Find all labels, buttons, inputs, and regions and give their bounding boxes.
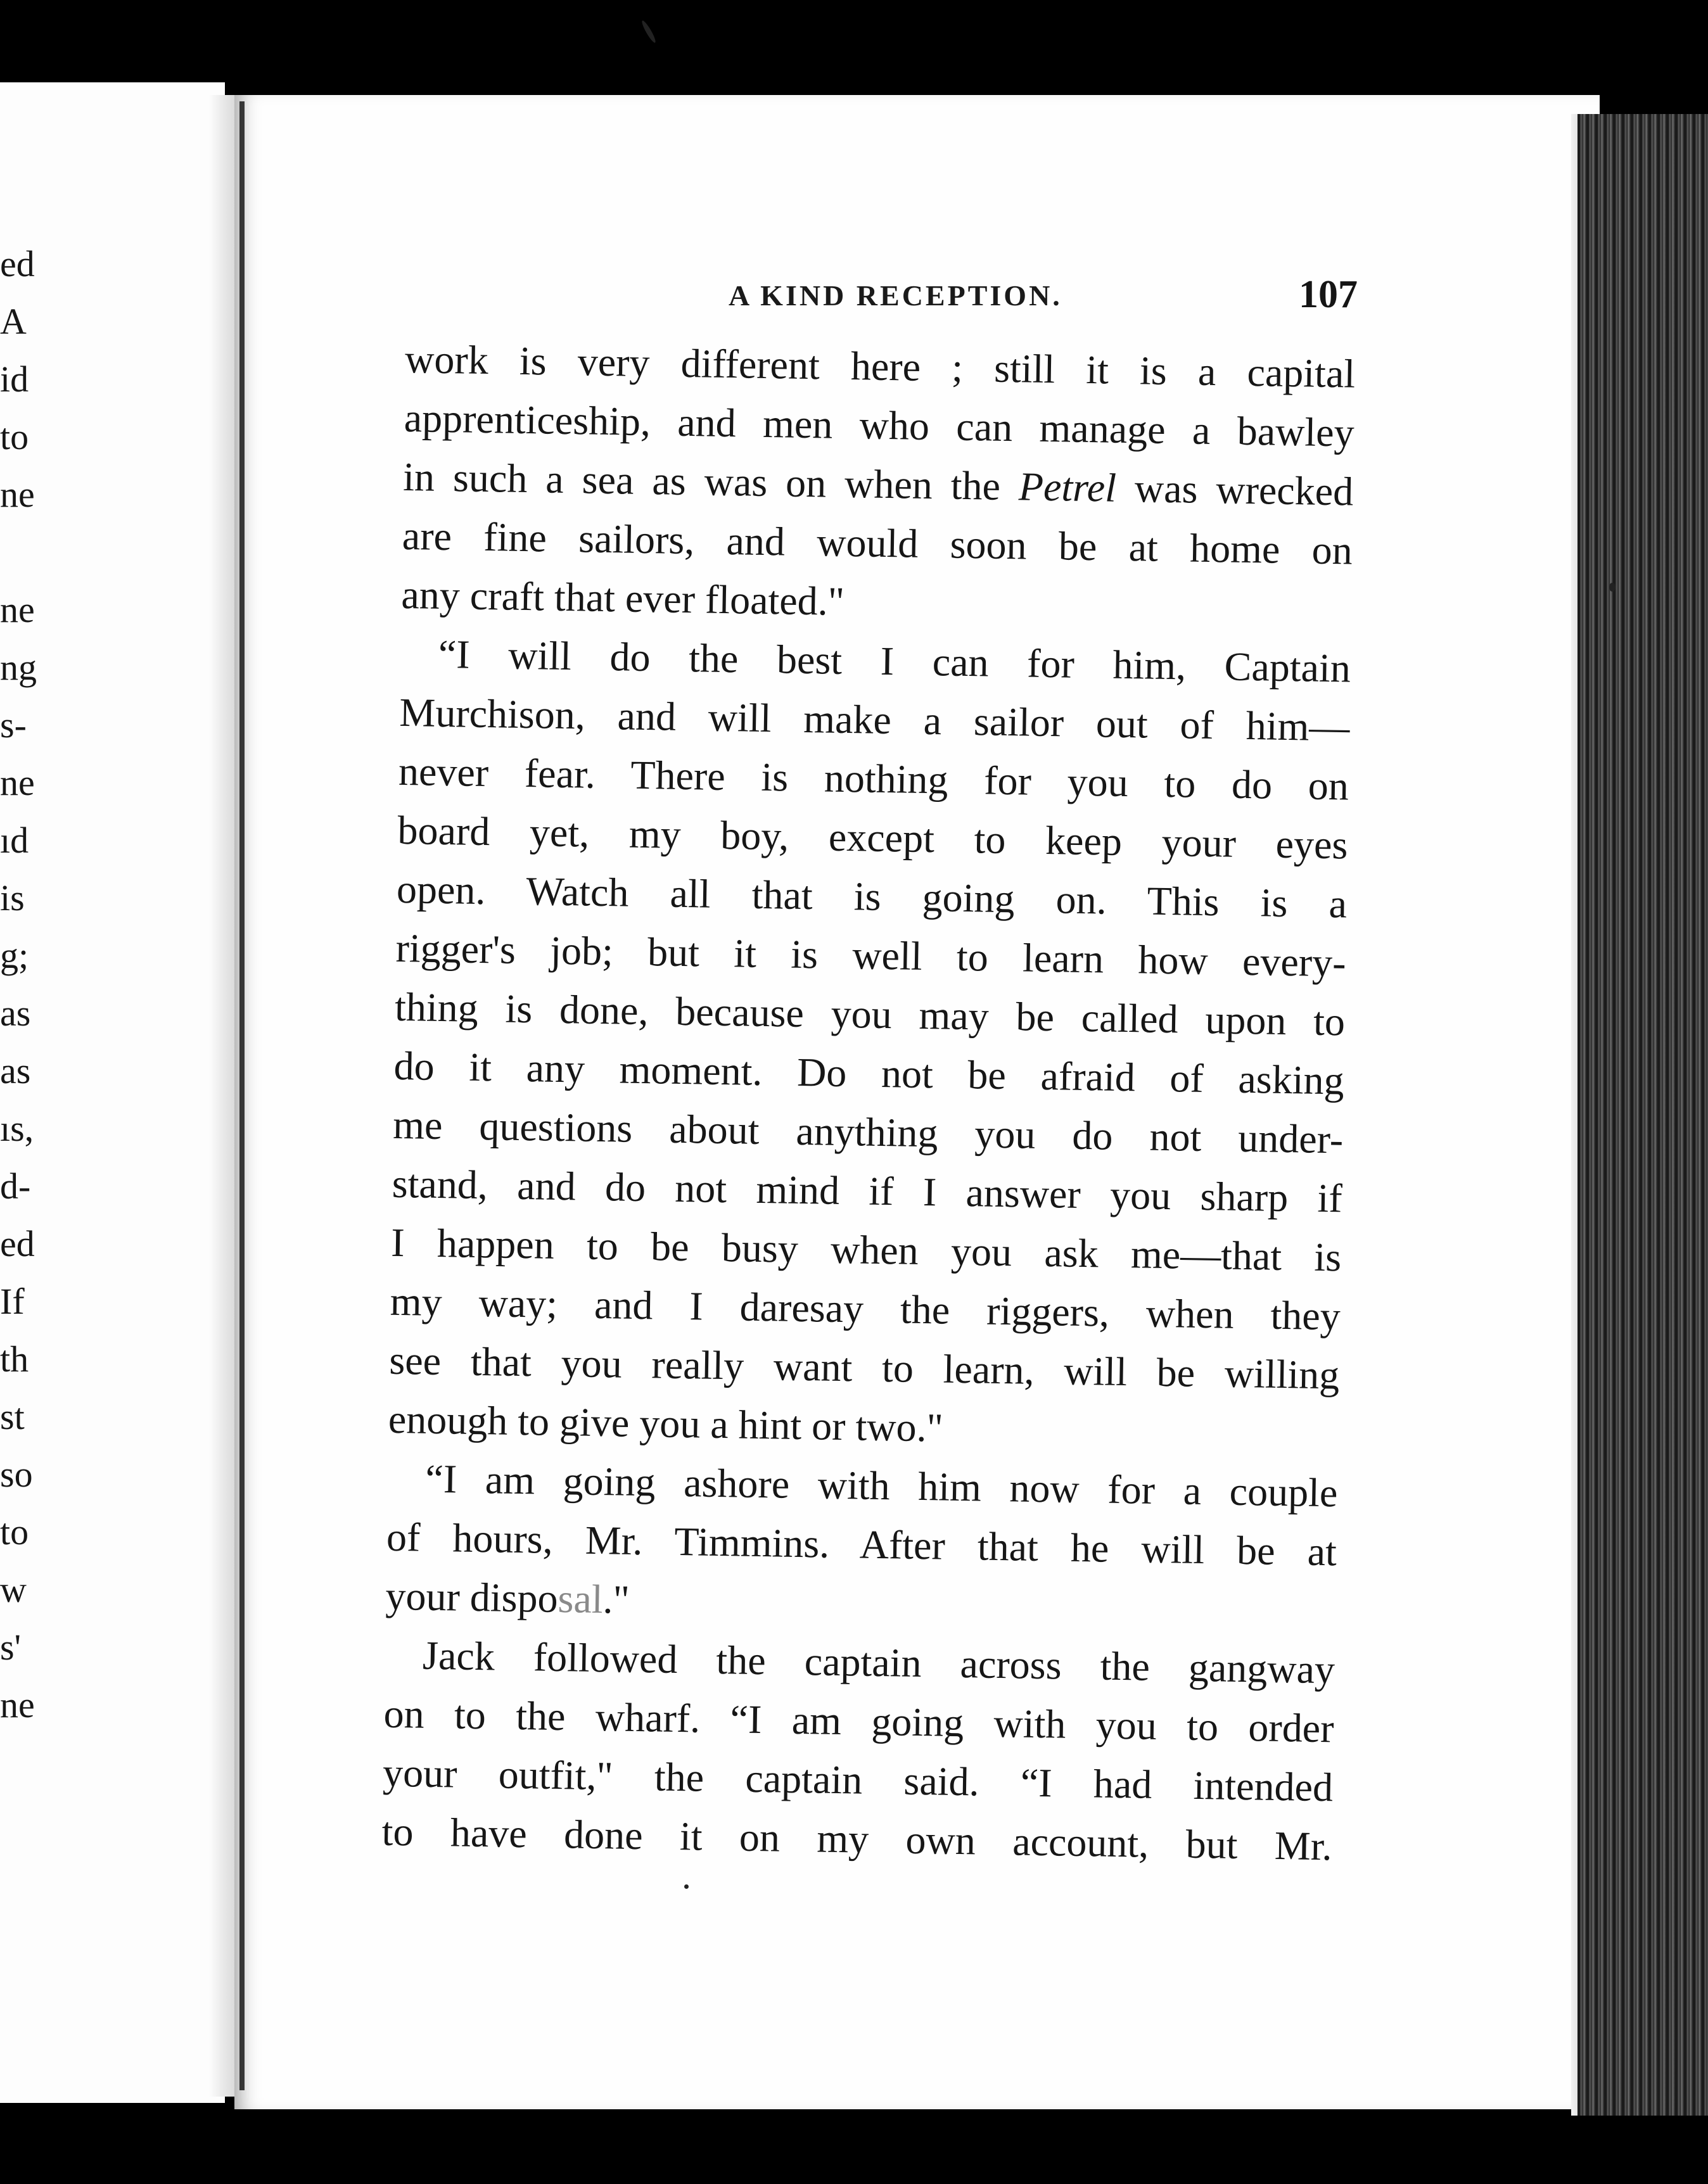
left-page-fragment: ed xyxy=(0,243,35,284)
left-page-fragment: ng xyxy=(0,647,37,688)
left-page-fragment: ne xyxy=(0,589,35,630)
left-page-fragment: s' xyxy=(0,1627,22,1668)
left-page-fragment: g; xyxy=(0,935,29,976)
text-line: thing is done, because you may be called upon to xyxy=(394,984,1346,1044)
left-page-fragment: If xyxy=(0,1281,25,1322)
left-page-fragment: ıs, xyxy=(0,1108,34,1149)
left-page-fragment: so xyxy=(0,1454,33,1495)
text-line: Jack followed the captain across the gangway xyxy=(422,1632,1335,1692)
left-page-fragment: st xyxy=(0,1396,25,1437)
left-page-fragment: as xyxy=(0,1050,31,1091)
text-line: on to the wharf. “I am going with you to order xyxy=(383,1691,1335,1751)
left-page-fragment: d- xyxy=(0,1165,31,1207)
scan-speck xyxy=(1609,583,1616,592)
text-line: of hours, Mr. Timmins. After that he will be at xyxy=(386,1514,1337,1575)
text-line: my way; and I daresay the riggers, when they xyxy=(390,1278,1341,1339)
left-page-fragment: w xyxy=(0,1569,27,1610)
body-text xyxy=(381,329,1356,1876)
left-page-fragment: ıd xyxy=(0,820,29,861)
text-line: in such a sea as was on when the Petrel was wrecked xyxy=(402,454,1354,514)
text-line: “I will do the best I can for him, Captain xyxy=(438,631,1351,691)
text-line: to have done it on my own account, but Mr. xyxy=(381,1808,1333,1869)
left-page-fragment: to xyxy=(0,416,29,457)
text-line: open. Watch all that is going on. This is a xyxy=(396,866,1348,927)
text-line: your outfit," the captain said. “I had intended xyxy=(382,1749,1334,1810)
left-page-fragment: s- xyxy=(0,704,27,746)
text-line: board yet, my boy, except to keep your eyes xyxy=(397,807,1348,868)
page-number: 107 xyxy=(1299,273,1358,316)
scan-speck xyxy=(684,1884,689,1889)
left-page-fragment: as xyxy=(0,993,31,1034)
left-page-fragment: A xyxy=(0,301,27,342)
faded-ink: sal xyxy=(558,1576,604,1622)
text-line: enough to give you a hint or two." xyxy=(388,1396,944,1451)
left-page-fragment: ed xyxy=(0,1223,35,1264)
spine-shadow xyxy=(239,101,245,2090)
left-page-fragment: id xyxy=(0,359,29,400)
text-line: Murchison, and will make a sailor out of him— xyxy=(398,689,1350,750)
left-facing-page xyxy=(0,82,225,2103)
left-page-fragment: ne xyxy=(0,762,35,803)
text-line: your disposal." xyxy=(385,1573,630,1622)
left-page-fragment: to xyxy=(0,1511,29,1552)
left-page-fragment: ne xyxy=(0,474,35,515)
text-line: are fine sailors, and would soon be at home on xyxy=(402,512,1353,573)
scan-speck xyxy=(640,20,658,44)
ship-name-italic: Petrel xyxy=(1018,464,1117,511)
running-head: A KIND RECEPTION. xyxy=(729,279,1062,312)
text-line: I happen to be busy when you ask me—that is xyxy=(390,1219,1342,1280)
text-line: me questions about anything you do not under- xyxy=(392,1102,1344,1162)
text-line: stand, and do not mind if I answer you sharp if xyxy=(392,1160,1343,1221)
text-line: do it any moment. Do not be afraid of asking xyxy=(393,1043,1345,1103)
left-page-fragment: is xyxy=(0,877,25,918)
text-line: “I am going ashore with him now for a couple xyxy=(424,1456,1338,1516)
text-line: rigger's job; but it is well to learn how every- xyxy=(395,925,1347,986)
left-page-fragment: th xyxy=(0,1338,29,1380)
left-page-fragment: ne xyxy=(0,1684,35,1725)
text-line: apprenticeship, and men who can manage a bawley xyxy=(404,395,1355,455)
text-line: any craft that ever floated." xyxy=(400,571,845,624)
page-edges xyxy=(1577,114,1708,2116)
text-line: see that you really want to learn, will be willing xyxy=(388,1337,1340,1398)
text-line: work is very different here ; still it is a capital xyxy=(404,336,1356,397)
text-line: never fear. There is nothing for you to do on xyxy=(398,748,1349,809)
